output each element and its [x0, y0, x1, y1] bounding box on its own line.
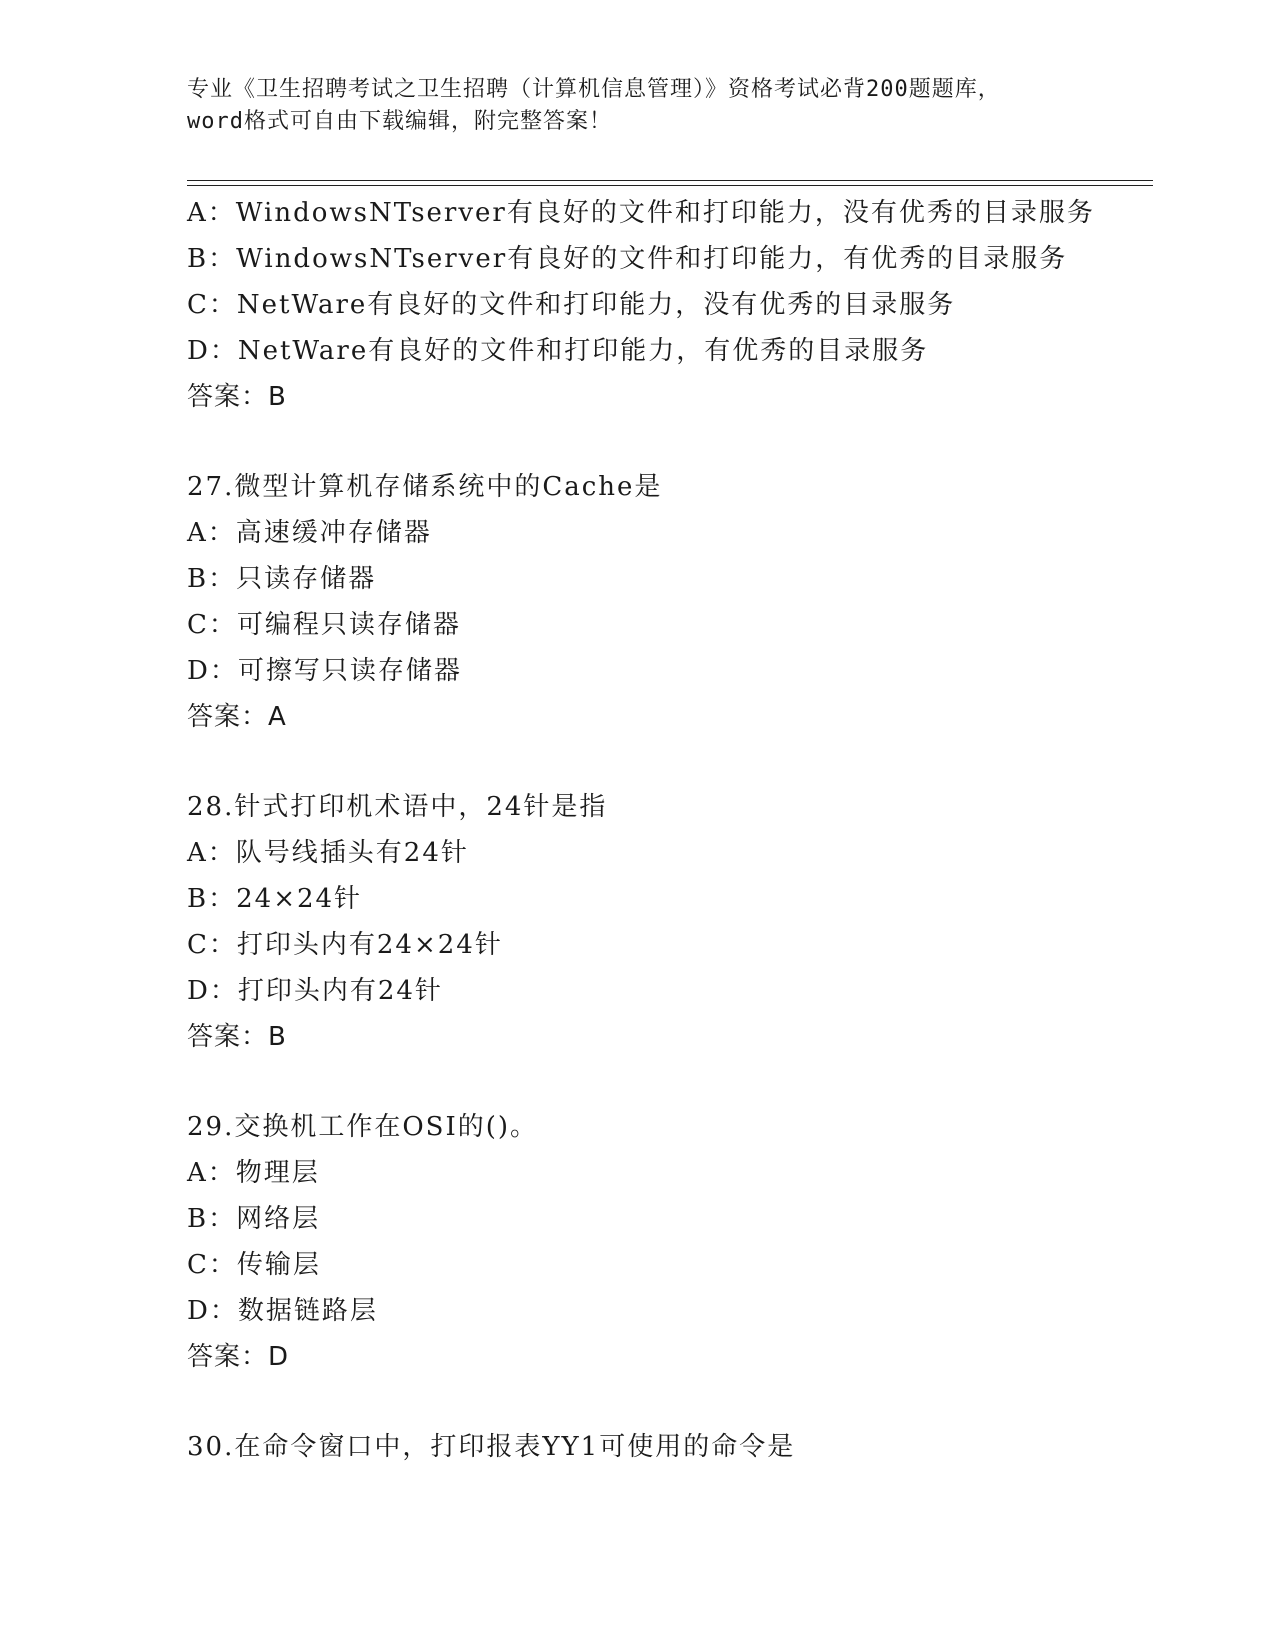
document-header: [187, 74, 1087, 138]
answer: 答案：B: [187, 382, 287, 412]
question-text: 27.微型计算机存储系统中的Cache是: [187, 472, 663, 502]
question-30: [187, 1424, 1147, 1470]
question-text: 29.交换机工作在OSI的()。: [187, 1112, 539, 1142]
option-a: A：高速缓冲存储器: [187, 518, 432, 548]
option-a: A：物理层: [187, 1158, 320, 1188]
question-text: 28.针式打印机术语中，24针是指: [187, 792, 608, 822]
spacer: [187, 740, 1147, 784]
option-d: D：NetWare有良好的文件和打印能力，有优秀的目录服务: [187, 336, 929, 366]
question-list: [187, 190, 1147, 1470]
option-b: B：网络层: [187, 1204, 321, 1234]
question-28: [187, 784, 1147, 1060]
option-c: C：可编程只读存储器: [187, 610, 461, 640]
question-29: [187, 1104, 1147, 1380]
option-b: B：WindowsNTserver有良好的文件和打印能力，有优秀的目录服务: [187, 244, 1068, 274]
option-d: D：数据链路层: [187, 1296, 378, 1326]
option-b: B：只读存储器: [187, 564, 377, 594]
spacer: [187, 1060, 1147, 1104]
spacer: [187, 1380, 1147, 1424]
option-a: A：WindowsNTserver有良好的文件和打印能力，没有优秀的目录服务: [187, 198, 1095, 228]
option-d: D：可擦写只读存储器: [187, 656, 462, 686]
option-d: D：打印头内有24针: [187, 976, 443, 1006]
header-line-1: 专业《卫生招聘考试之卫生招聘（计算机信息管理）》资格考试必背200题题库，: [187, 77, 1001, 102]
answer: 答案：B: [187, 1022, 287, 1052]
answer: 答案：D: [187, 1342, 290, 1372]
spacer: [187, 420, 1147, 464]
option-c: C：NetWare有良好的文件和打印能力，没有优秀的目录服务: [187, 290, 956, 320]
question-text: 30.在命令窗口中，打印报表YY1可使用的命令是: [187, 1432, 796, 1462]
option-b: B：24×24针: [187, 884, 363, 914]
question-26: [187, 190, 1147, 420]
option-c: C：打印头内有24×24针: [187, 930, 503, 960]
header-line-2: word格式可自由下载编辑，附完整答案！: [187, 109, 612, 134]
answer: 答案：A: [187, 702, 287, 732]
option-c: C：传输层: [187, 1250, 321, 1280]
header-rule-bottom: [187, 185, 1153, 186]
question-27: [187, 464, 1147, 740]
header-rule-top: [187, 180, 1153, 181]
option-a: A：队号线插头有24针: [187, 838, 469, 868]
